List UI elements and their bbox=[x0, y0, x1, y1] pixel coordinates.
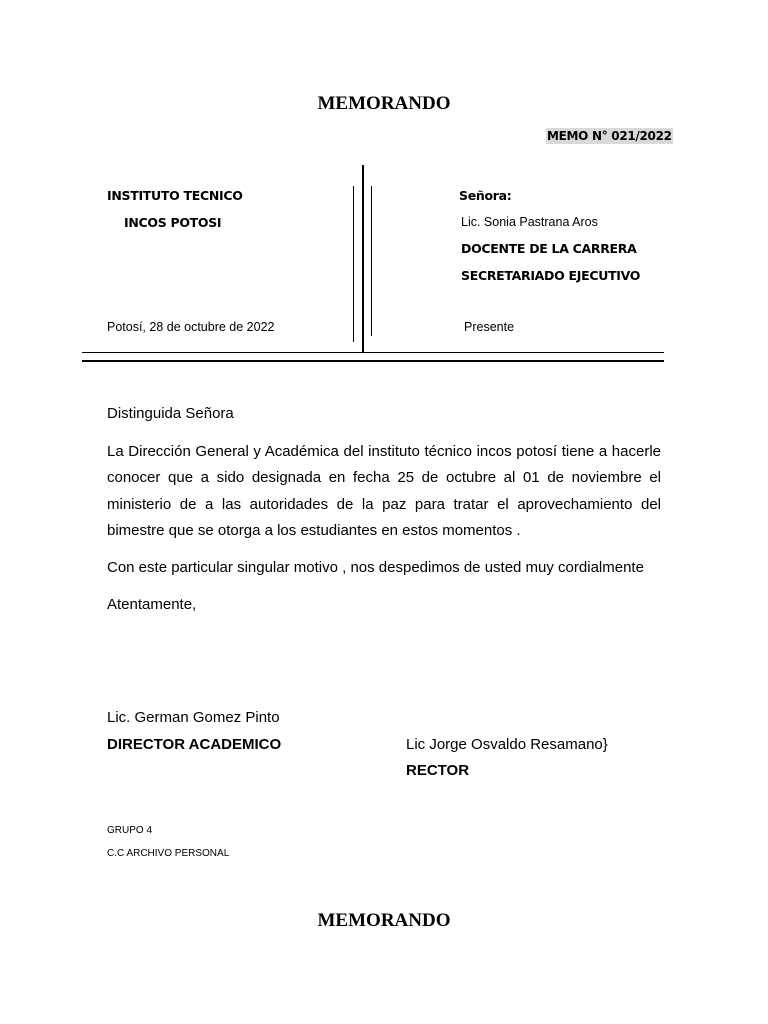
right-signatory-name: Lic Jorge Osvaldo Resamano} bbox=[406, 736, 608, 753]
next-memo-title: MEMORANDO bbox=[317, 910, 451, 931]
memo-number-badge: MEMO N° 021/2022 bbox=[547, 129, 672, 143]
header-divider-left bbox=[353, 186, 354, 342]
header-rule-bottom bbox=[82, 360, 664, 362]
body-paragraph-1: La Dirección General y Académica del instituto técnico incos potosí tiene a hacerle conocer que a sido designada en fecha 25 de octubre al 01 de noviembre el ministerio de a las autoridades de la paz para tratar el aprovechamiento del bimestre que se otorga a los estudiantes en estos momentos . bbox=[107, 442, 661, 539]
recipient-name: Lic. Sonia Pastrana Aros bbox=[461, 215, 598, 229]
header-rule-top bbox=[82, 352, 664, 353]
recipient-role-2: SECRETARIADO EJECUTIVO bbox=[461, 268, 641, 283]
header-divider-right bbox=[371, 186, 372, 336]
recipient-presente: Presente bbox=[464, 320, 515, 334]
greeting: Distinguida Señora bbox=[107, 405, 234, 422]
left-signatory-name: Lic. German Gomez Pinto bbox=[107, 709, 280, 726]
footer-cc: C.C ARCHIVO PERSONAL bbox=[107, 848, 230, 859]
memo-body bbox=[107, 401, 661, 619]
right-signatory-title: RECTOR bbox=[406, 762, 470, 779]
sender-location: INCOS POTOSI bbox=[124, 215, 222, 230]
footer-group: GRUPO 4 bbox=[107, 825, 153, 836]
left-signatory-title: DIRECTOR ACADEMICO bbox=[107, 736, 282, 753]
memo-title: MEMORANDO bbox=[317, 93, 451, 114]
sender-place-date: Potosí, 28 de octubre de 2022 bbox=[107, 320, 275, 334]
header-divider-center bbox=[362, 165, 364, 353]
body-paragraph-2: Con este particular singular motivo , nos despedimos de usted muy cordialmente bbox=[107, 558, 644, 576]
recipient-role-1: DOCENTE DE LA CARRERA bbox=[461, 241, 637, 256]
recipient-salutation: Señora: bbox=[459, 188, 512, 203]
closing: Atentamente, bbox=[107, 596, 197, 613]
sender-institution: INSTITUTO TECNICO bbox=[107, 188, 243, 203]
